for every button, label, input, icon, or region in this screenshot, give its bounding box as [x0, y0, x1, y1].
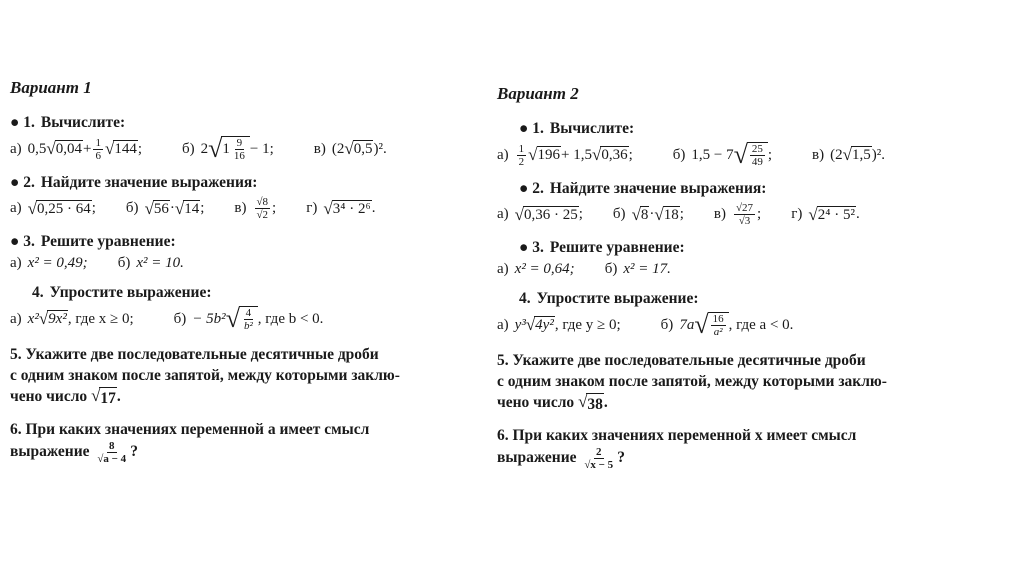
- sqrt-expression: √ 0,36: [591, 145, 628, 164]
- variant-title: Вариант 2: [497, 84, 579, 103]
- task-4-heading: 4. Упростите выражение:: [32, 284, 212, 301]
- task-3-heading: ● 3. Решите уравнение:: [10, 233, 176, 250]
- task-2-heading: ● 2. Найдите значение выражения:: [10, 174, 258, 191]
- sqrt-expression: √ 56: [144, 198, 169, 218]
- sqrt-expression: √ $\frac{25}{49}$: [734, 142, 768, 168]
- task-6: 6. При каких значениях переменной a имеет смысл выражение $\frac{8}{√a - 4}$ ?: [10, 421, 370, 465]
- task-1-heading: ● 1. Вычислите:: [519, 120, 635, 137]
- sqrt-expression: √ 1,5: [842, 145, 871, 164]
- task-3-heading: ● 3. Решите уравнение:: [519, 239, 685, 256]
- sqrt-expression: √ 17: [91, 386, 116, 407]
- task-1-items: а) $\frac{1}{2}$ √ 196 + 1,5 √ 0,36 ; б) 1,5 − 7 √ $\frac{25}{49}$ ; в) (2 √ 1,5 )².: [497, 140, 885, 169]
- sqrt-expression: √ 196: [528, 145, 560, 164]
- fraction: $\frac{√8}{√2}$: [256, 196, 269, 221]
- variant-2: [497, 84, 977, 481]
- sqrt-expression: √ 3⁴ · 2⁶: [323, 198, 371, 218]
- fraction: $\frac{8}{√a - 4}$: [97, 440, 127, 465]
- task-2-heading: ● 2. Найдите значение выражения:: [519, 180, 767, 197]
- sqrt-expression: √ $\frac{4}{\text{b²}}$: [226, 306, 258, 332]
- sqrt-expression: √ $\frac{16}{\text{a²}}$: [694, 312, 728, 338]
- variant-1: [10, 78, 490, 475]
- task-3-items: а) x² = 0,64; б) x² = 17.: [497, 261, 671, 277]
- task-2-items: а) √ 0,36 · 25 ; б) √ 8 · √ 18 ; в) $\frac{√27}{√3}$ ; г) √ 2⁴ · 5² .: [497, 202, 860, 227]
- sqrt-expression: √ 18: [654, 204, 679, 224]
- fraction: $\frac{1}{2}$: [518, 142, 525, 168]
- sqrt-expression: √ 0,25 · 64: [27, 198, 91, 218]
- task-3-items: а) x² = 0,49; б) x² = 10.: [10, 255, 184, 271]
- task-1-items: а) 0,5 √ 0,04 + $\frac{1}{6}$ √ 144 ; б) 2 √ 1 $\frac{9}{16}$ − 1; в) (2 √ 0,5 )².: [10, 134, 387, 163]
- sqrt-expression: √ 144: [104, 139, 137, 158]
- fraction: $\frac{1}{6}$: [95, 136, 101, 162]
- sqrt-expression: √ 38: [578, 392, 603, 413]
- task-5: 5. Укажите две последовательные десятичные дроби с одним знаком после запятой, между которыми заклю- чено число √ 17 .: [10, 346, 400, 407]
- task-5: 5. Укажите две последовательные десятичные дроби с одним знаком после запятой, между которыми заклю- чено число √ 38 .: [497, 352, 887, 413]
- task-4-items: а) y³ √ 4y² , где y ≥ 0; б) 7a √ $\frac{16}{\text{a²}}$ , где a < 0.: [497, 310, 794, 339]
- task-2-items: а) √ 0,25 · 64 ; б) √ 56 · √ 14 ; в) $\frac{√8}{√2}$ ; г) √ 3⁴ · 2⁶ .: [10, 196, 376, 221]
- sqrt-expression: √ 2⁴ · 5²: [808, 204, 855, 224]
- task-6: 6. При каких значениях переменной x имеет смысл выражение $\frac{2}{√x - 5}$ ?: [497, 427, 857, 471]
- sqrt-expression: √ 0,5: [344, 139, 373, 158]
- task-4-items: а) x² √ 9x² , где x ≥ 0; б) − 5b² √ $\frac{4}{\text{b²}}$ , где b < 0.: [10, 304, 324, 333]
- fraction: $\frac{√27}{√3}$: [736, 202, 754, 227]
- sqrt-expression: √ 8: [631, 204, 649, 224]
- task-4-heading: 4. Упростите выражение:: [519, 290, 699, 307]
- sqrt-expression: √ 0,04: [46, 139, 82, 158]
- fraction: $\frac{2}{√x - 5}$: [584, 446, 614, 471]
- variant-title: Вариант 1: [10, 78, 92, 97]
- sqrt-expression: √ 0,36 · 25: [514, 204, 578, 224]
- sqrt-expression: √ 9x²: [38, 309, 67, 328]
- sqrt-expression: √ 4y²: [525, 315, 554, 334]
- sqrt-expression: √ 14: [174, 198, 200, 218]
- sqrt-expression: √ 1 $\frac{9}{16}$: [208, 136, 250, 162]
- task-1-heading: ● 1. Вычислите:: [10, 114, 126, 131]
